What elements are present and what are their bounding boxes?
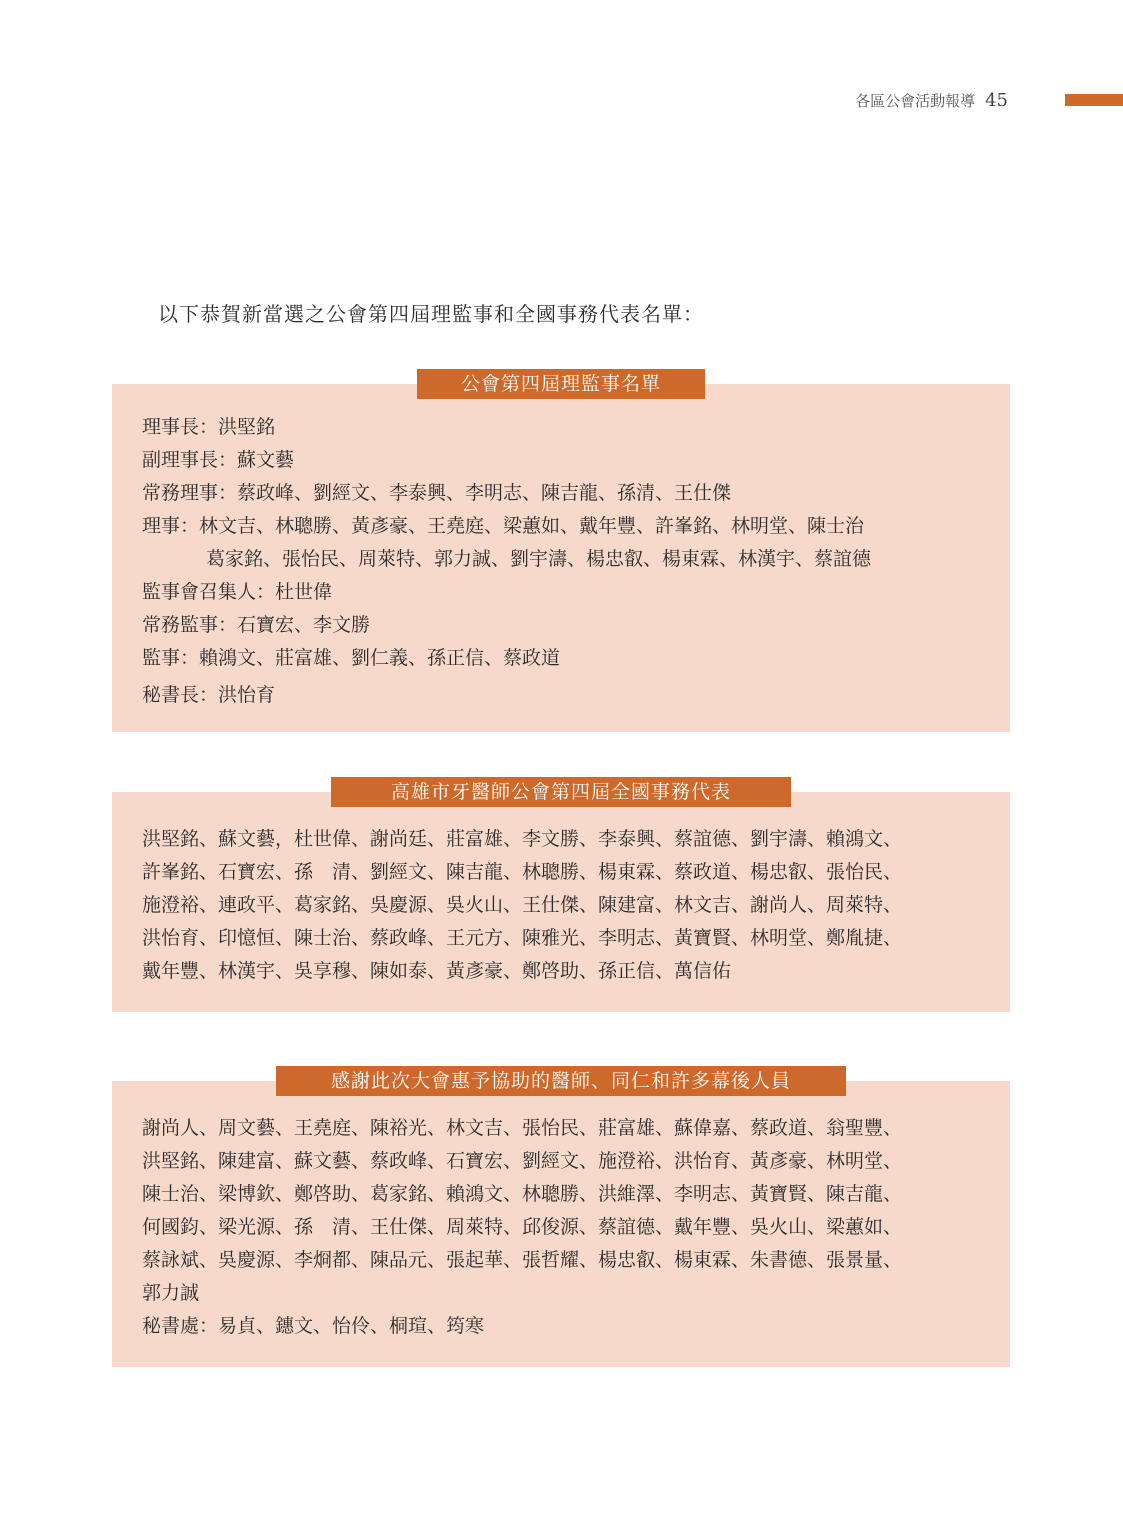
representatives-line: 施澄裕、連政平、葛家銘、吳慶源、吳火山、王仕傑、陳建富、林文吉、謝尚人、周萊特、 [142,894,903,916]
thanks-line-secretariat: 秘書處：易貞、鏸文、怡伶、桐瑄、筠寒 [142,1315,485,1337]
representatives-list [142,823,992,988]
board-line-directors-cont: 葛家銘、張怡民、周萊特、郭力誠、劉宇濤、楊忠叡、楊東霖、林漢宇、蔡誼德 [206,548,872,570]
board-line-directors: 理事：林文吉、林聰勝、黃彥豪、王堯庭、梁蕙如、戴年豐、許峯銘、林明堂、陳士治 [142,515,865,537]
intro-text: 以下恭賀新當選之公會第四屆理監事和全國事務代表名單： [158,302,704,326]
thanks-line: 謝尚人、周文藝、王堯庭、陳裕光、林文吉、張怡民、莊富雄、蘇偉嘉、蔡政道、翁聖豐、 [142,1117,903,1139]
representatives-box [112,781,1010,1012]
thanks-line: 何國鈞、梁光源、孫 清、王仕傑、周萊特、邱俊源、蔡誼德、戴年豐、吳火山、梁蕙如、 [142,1216,903,1238]
board-line-supervisor-convener: 監事會召集人：杜世偉 [142,581,333,603]
representatives-line: 洪怡育、印憶恒、陳士治、蔡政峰、王元方、陳雅光、李明志、黃寶賢、林明堂、鄭胤捷、 [142,927,903,949]
thanks-line: 蔡詠斌、吳慶源、李烱都、陳品元、張起華、張哲耀、楊忠叡、楊東霖、朱書德、張景量、 [142,1249,903,1271]
thanks-list [142,1112,992,1343]
representatives-title: 高雄市牙醫師公會第四屆全國事務代表 [331,777,791,807]
thanks-line: 陳士治、梁博欽、鄭啓助、葛家銘、賴鴻文、林聰勝、洪維澤、李明志、黃寶賢、陳吉龍、 [142,1183,903,1205]
board-members-title: 公會第四屆理監事名單 [417,369,705,399]
page-number: 45 [985,90,1008,111]
page-header [855,90,1008,111]
header-accent-bar [1065,94,1123,106]
thanks-box [112,1070,1010,1367]
board-line-supervisors: 監事：賴鴻文、莊富雄、劉仁義、孫正信、蔡政道 [142,647,561,669]
board-members-list [142,411,992,712]
board-line-chairman: 理事長：洪堅銘 [142,416,276,438]
thanks-line: 洪堅銘、陳建富、蘇文藝、蔡政峰、石寶宏、劉經文、施澄裕、洪怡育、黃彥豪、林明堂、 [142,1150,903,1172]
board-members-box [112,373,1010,732]
board-line-standing-directors: 常務理事：蔡政峰、劉經文、李泰興、李明志、陳吉龍、孫清、王仕傑 [142,482,732,504]
representatives-line: 洪堅銘、蘇文藝，杜世偉、謝尚廷、莊富雄、李文勝、李泰興、蔡誼德、劉宇濤、賴鴻文、 [142,828,903,850]
thanks-title: 感謝此次大會惠予協助的醫師、同仁和許多幕後人員 [276,1066,846,1096]
board-line-vice-chairman: 副理事長：蘇文藝 [142,449,295,471]
section-title: 各區公會活動報導 [855,92,976,110]
representatives-line: 戴年豐、林漢宇、吳享穆、陳如泰、黃彥豪、鄭啓助、孫正信、萬信佑 [142,960,732,982]
board-line-secretary-general: 秘書長：洪怡育 [142,684,276,706]
thanks-line: 郭力誠 [142,1282,200,1304]
representatives-line: 許峯銘、石寶宏、孫 清、劉經文、陳吉龍、林聰勝、楊東霖、蔡政道、楊忠叡、張怡民、 [142,861,903,883]
board-line-standing-supervisors: 常務監事：石寶宏、李文勝 [142,614,371,636]
